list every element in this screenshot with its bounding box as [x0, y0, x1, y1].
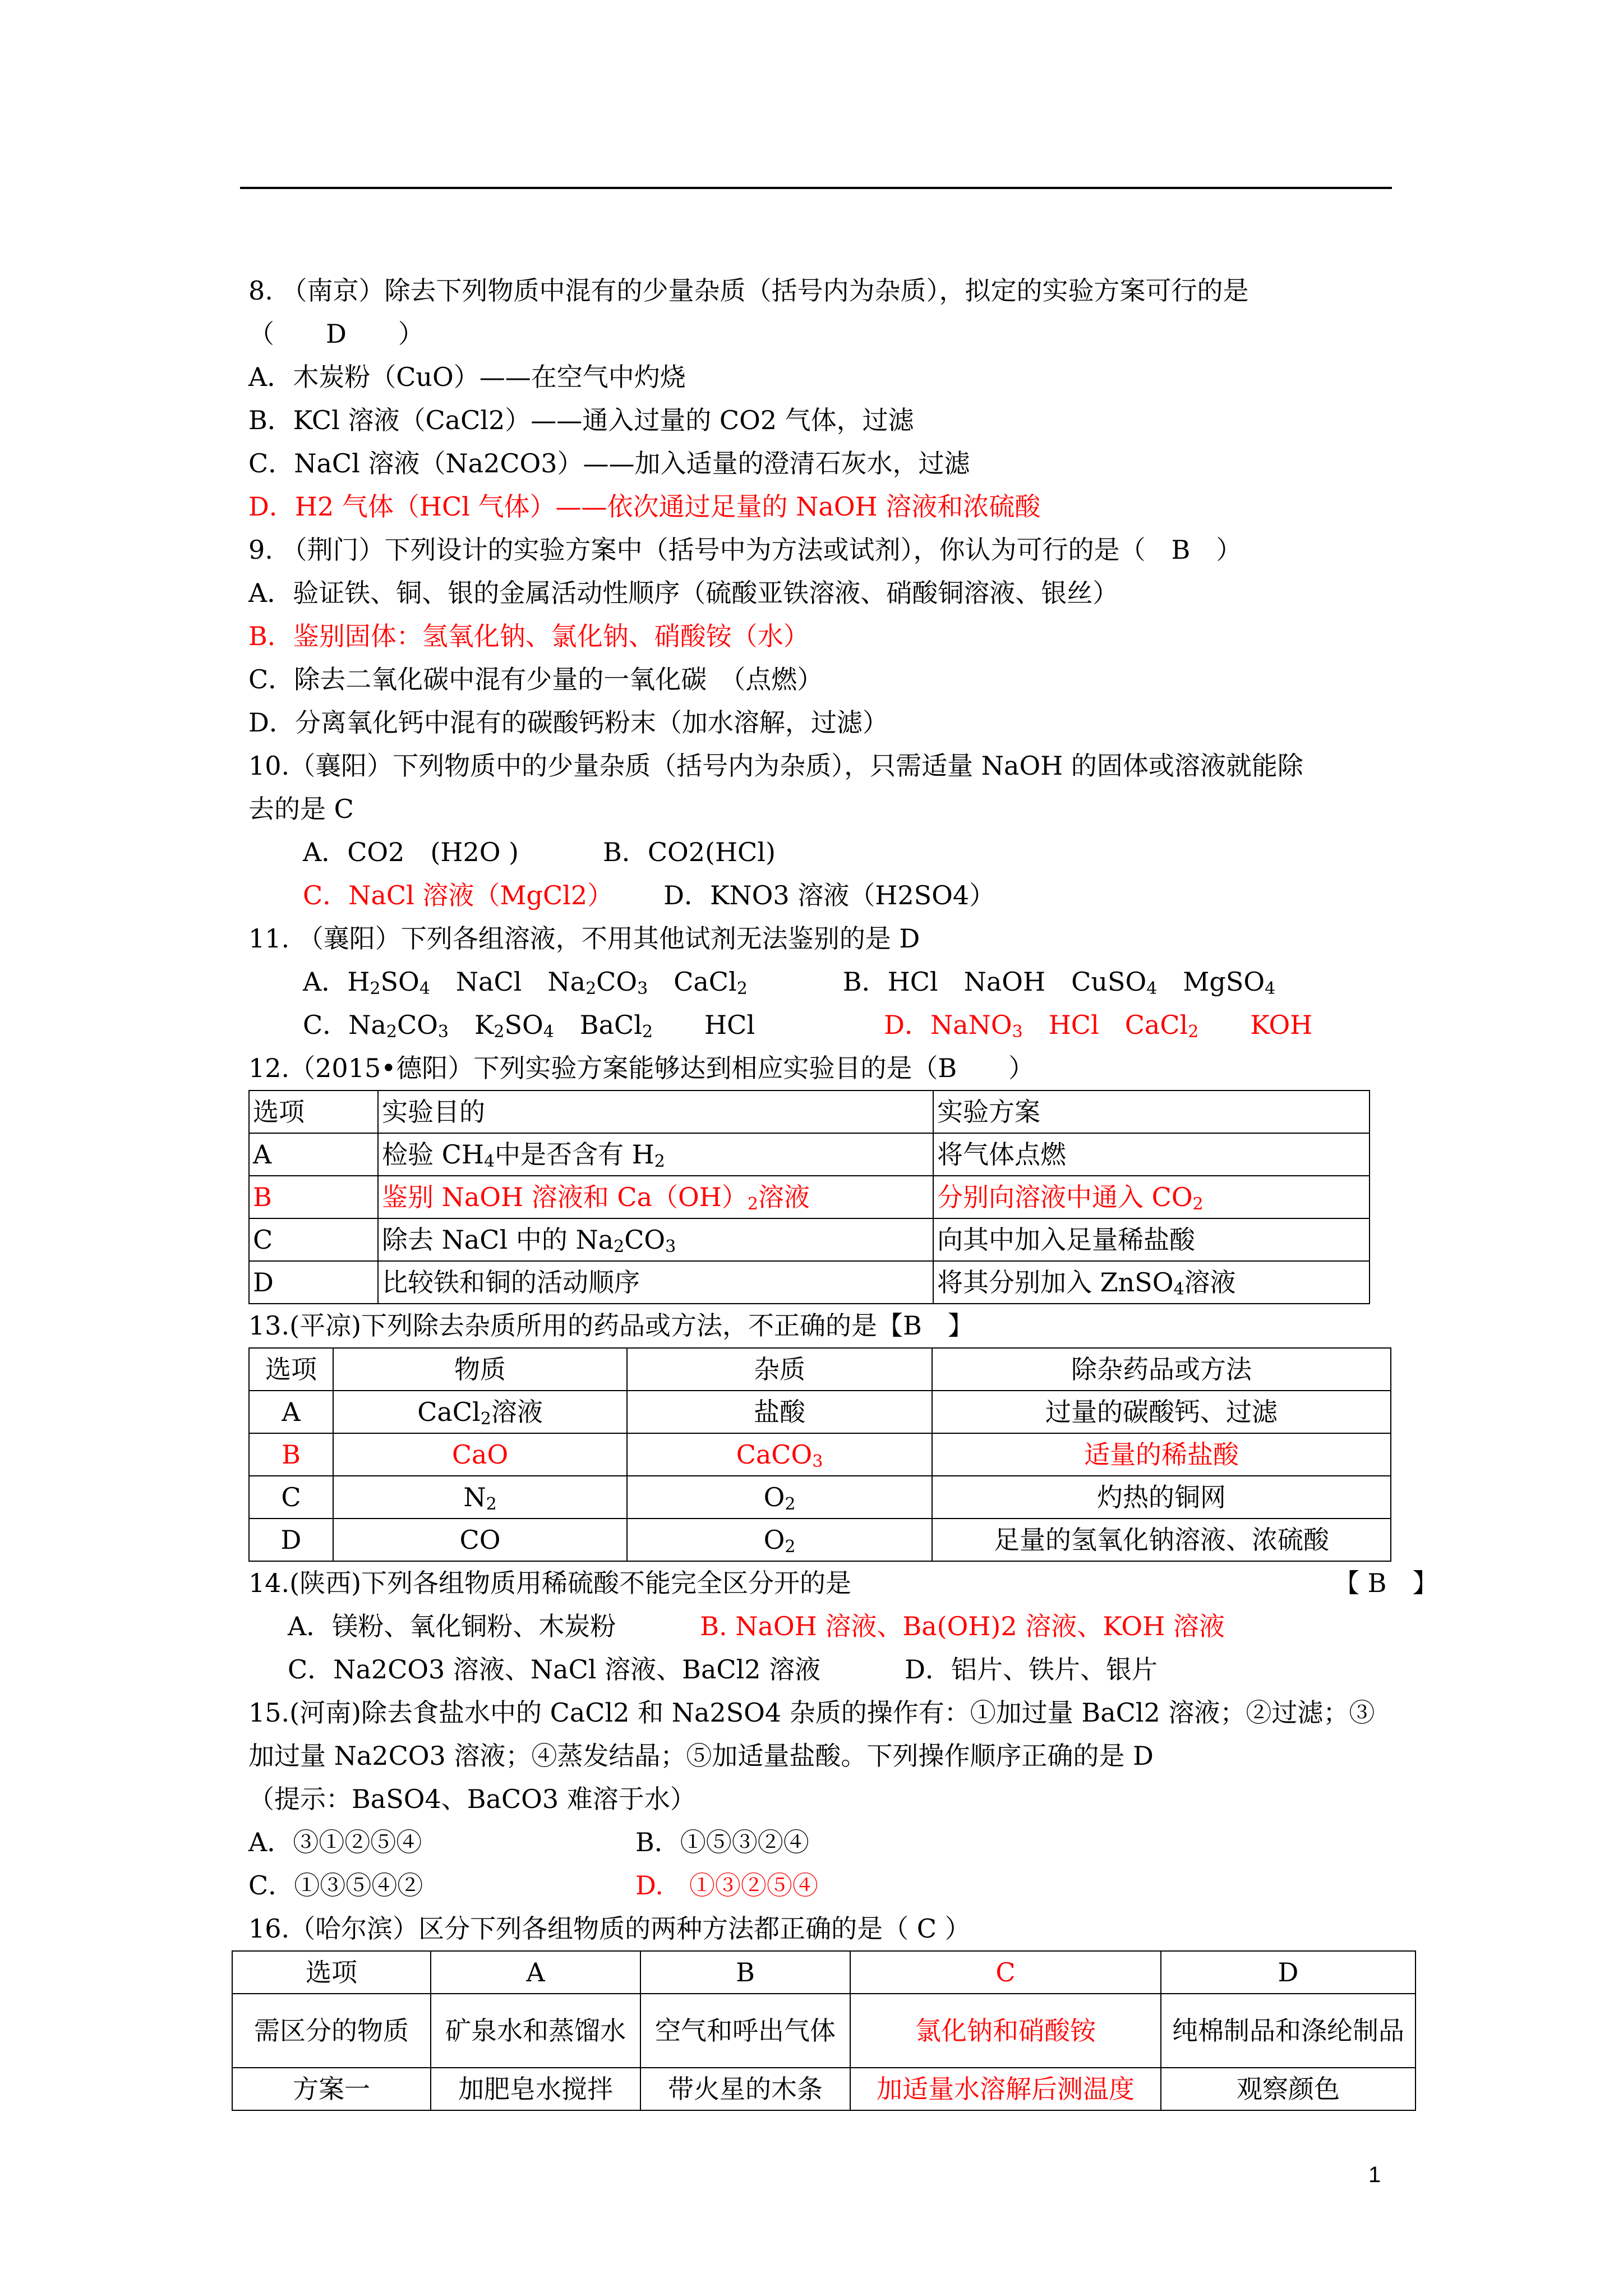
- header-rule: [240, 187, 1392, 189]
- q15-stem-cont: 加过量 Na2CO3 溶液；④蒸发结晶；⑤加适量盐酸。下列操作顺序正确的是 D: [248, 1741, 1154, 1771]
- q13-stem: 13.(平凉)下列除去杂质所用的药品或方法，不正确的是【B 】: [248, 1310, 974, 1341]
- q15-option-c: C．①③⑤④②: [248, 1870, 423, 1901]
- table-row: B CaO CaCO$_3$ 适量的稀盐酸: [249, 1433, 1391, 1476]
- q11-option-a: A．$H_2SO_4$ NaCl $Na_2CO_3$ CaCl$_2$: [303, 967, 748, 999]
- table-header-row: 选项 A B C D: [232, 1951, 1415, 1994]
- q15-hint: （提示：BaSO4、BaCO3 难溶于水）: [248, 1784, 696, 1814]
- q8-answer: （ D ）: [248, 319, 424, 349]
- q10-options-cd: [248, 874, 1437, 917]
- q14-option-a: A．镁粉、氧化铜粉、木炭粉: [288, 1611, 616, 1641]
- q10-option-a: A．CO2 (H2O ): [303, 837, 519, 867]
- q15-options-cd: [248, 1864, 1437, 1907]
- q9-option-d: D．分离氧化钙中混有的碳酸钙粉末（加水溶解，过滤）: [248, 707, 888, 738]
- q10-option-d: D．KNO3 溶液（H2SO4）: [663, 880, 995, 910]
- q8-option-b: B．KCl 溶液（CaCl2）——通入过量的 CO2 气体，过滤: [248, 405, 914, 435]
- table-row: D 比较铁和铜的活动顺序 将其分别加入 ZnSO$_4$溶液: [249, 1261, 1370, 1304]
- q15-options-ab: [248, 1821, 1437, 1864]
- q14-stem: 14.(陕西)下列各组物质用稀硫酸不能完全区分开的是 【 B 】: [248, 1568, 1438, 1598]
- q10-options-ab: [248, 831, 1437, 874]
- q10-option-c: C．NaCl 溶液（MgCl2）: [303, 880, 614, 910]
- q15-option-b: B．①⑤③②④: [635, 1827, 809, 1857]
- table-row: B 鉴别 NaOH 溶液和 $Ca(OH)_2$溶液 分别向溶液中通入 $CO_2$: [249, 1176, 1370, 1218]
- q16-table: [232, 1950, 1416, 2111]
- q11-option-d: D．NaNO$_3$ HCl CaCl$_2$ KOH: [884, 1010, 1313, 1042]
- table-row: 需区分的物质 矿泉水和蒸馏水 空气和呼出气体 氯化钠和硝酸铵 纯棉制品和涤纶制品: [232, 1994, 1415, 2068]
- q8-stem: 8. （南京）除去下列物质中混有的少量杂质（括号内为杂质），拟定的实验方案可行的是: [248, 275, 1249, 306]
- q9-option-b: B．鉴别固体：氢氧化钠、氯化钠、硝酸铵（水）: [248, 621, 809, 651]
- q15-option-a: A．③①②⑤④: [248, 1827, 422, 1857]
- table-row: 方案一 加肥皂水搅拌 带火星的木条 加适量水溶解后测温度 观察颜色: [232, 2068, 1415, 2110]
- table-row: C 除去 NaCl 中的 $Na_2CO_3$ 向其中加入足量稀盐酸: [249, 1218, 1370, 1261]
- q8-option-a: A．木炭粉（CuO）——在空气中灼烧: [248, 362, 686, 392]
- q9-stem: 9. （荆门）下列设计的实验方案中（括号中为方法或试剂），你认为可行的是（ B ）: [248, 535, 1242, 565]
- q12-stem: 12.（2015•德阳）下列实验方案能够达到相应实验目的是（B ）: [248, 1053, 1035, 1083]
- q12-table: [248, 1090, 1370, 1304]
- q13-table: [248, 1347, 1391, 1562]
- q11-options-cd: [248, 1004, 1437, 1047]
- q16-stem: 16.（哈尔滨）区分下列各组物质的两种方法都正确的是（ C ）: [248, 1913, 971, 1944]
- table-row: C $N_2$ $O_2$ 灼热的铜网: [249, 1476, 1391, 1519]
- q14-options-ab: [248, 1605, 1437, 1648]
- q11-stem: 11. （襄阳）下列各组溶液，不用其他试剂无法鉴别的是 D: [248, 923, 920, 954]
- q9-option-a: A．验证铁、铜、银的金属活动性顺序（硫酸亚铁溶液、硝酸铜溶液、银丝）: [248, 578, 1119, 608]
- q14-option-c: C．Na2CO3 溶液、NaCl 溶液、BaCl2 溶液: [288, 1654, 821, 1685]
- q8-option-c: C．NaCl 溶液（Na2CO3）——加入适量的澄清石灰水，过滤: [248, 448, 970, 478]
- q9-option-c: C．除去二氧化碳中混有少量的一氧化碳 （点燃）: [248, 664, 823, 694]
- q15-stem: 15.(河南)除去食盐水中的 CaCl2 和 Na2SO4 杂质的操作有：①加过量 BaCl2 溶液；②过滤；③: [248, 1697, 1375, 1728]
- table-header-row: 选项 物质 杂质 除杂药品或方法: [249, 1348, 1391, 1391]
- q14-option-b: B. NaOH 溶液、Ba(OH)2 溶液、KOH 溶液: [700, 1611, 1225, 1641]
- q11-options-ab: [248, 960, 1437, 1004]
- table-header-row: 选项 实验目的 实验方案: [249, 1091, 1370, 1133]
- q15-option-d: D. ①③②⑤④: [635, 1870, 818, 1901]
- q8-option-d: D．H2 气体（HCl 气体）——依次通过足量的 NaOH 溶液和浓硫酸: [248, 491, 1041, 522]
- q14-answer: 【 B 】: [1334, 1568, 1438, 1598]
- q10-option-b: B．CO2(HCl): [603, 837, 776, 867]
- table-row: A 检验 $CH_4$中是否含有 $H_2$ 将气体点燃: [249, 1133, 1370, 1176]
- q10-stem-cont: 去的是 C: [248, 794, 354, 824]
- q11-option-c: C．$Na_2CO_3$ $K_2SO_4$ BaCl$_2$ HCl: [303, 1010, 755, 1042]
- q14-option-d: D．铝片、铁片、银片: [905, 1654, 1158, 1685]
- table-row: D CO $O_2$ 足量的氢氧化钠溶液、浓硫酸: [249, 1519, 1391, 1561]
- q11-option-b: B．HCl NaOH CuSO$_4$ MgSO$_4$: [842, 967, 1276, 999]
- page-number: 1: [1368, 2162, 1381, 2187]
- q10-stem: 10.（襄阳）下列物质中的少量杂质（括号内为杂质），只需适量 NaOH 的固体或溶液就能除: [248, 751, 1303, 781]
- document-body: [248, 269, 1437, 2111]
- table-row: A CaCl$_2$溶液 盐酸 过量的碳酸钙、过滤: [249, 1391, 1391, 1433]
- q14-options-cd: [248, 1648, 1437, 1691]
